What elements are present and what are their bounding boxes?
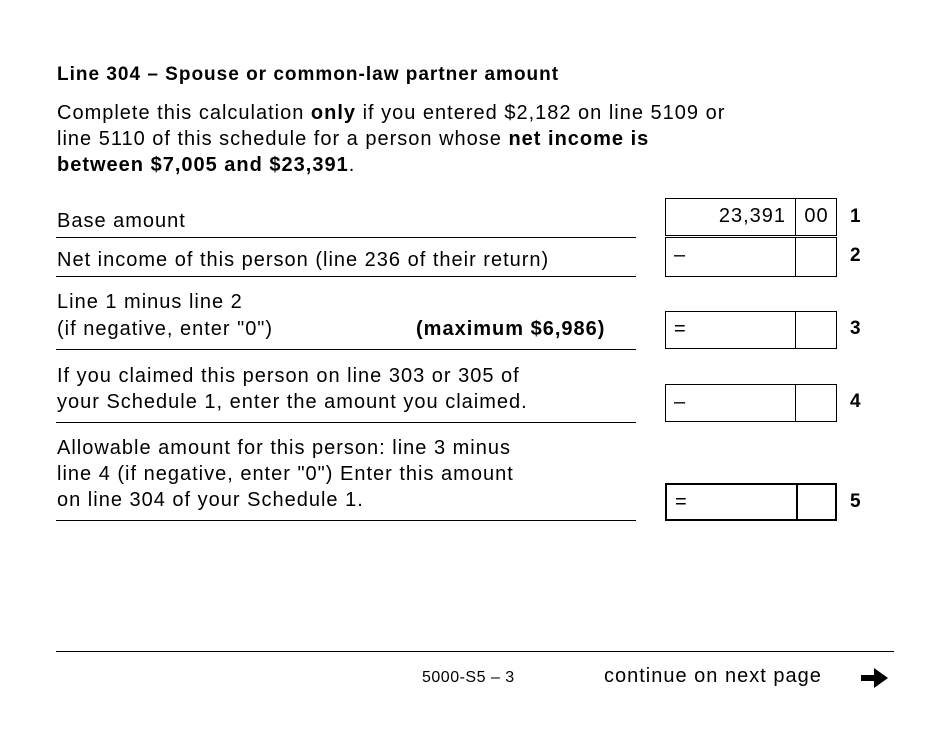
line-1-amount-box[interactable] — [665, 198, 837, 236]
cents-divider — [795, 312, 796, 348]
base-amount-label: Base amount — [57, 210, 186, 232]
row-divider — [56, 349, 636, 350]
net-income-label: Net income of this person (line 236 of their return) — [57, 249, 550, 271]
intro-emphasis: net income is — [508, 128, 650, 150]
footer-divider — [56, 651, 894, 652]
row-divider — [56, 422, 636, 423]
line-5-amount-box[interactable] — [665, 483, 837, 521]
line-number-4: 4 — [850, 391, 862, 412]
cents-divider — [795, 199, 796, 235]
intro-emphasis: between $7,005 and $23,391 — [57, 154, 349, 176]
intro-line-2 — [57, 126, 857, 152]
line-5-label-2: line 4 (if negative, enter "0") Enter this amount — [57, 463, 514, 485]
line-number-3: 3 — [850, 318, 862, 339]
intro-paragraph — [57, 100, 857, 178]
minus-sign: – — [674, 244, 687, 266]
line-3-label-2: (if negative, enter "0") — [57, 318, 274, 340]
intro-text: if you entered $2,182 on line 5109 or — [356, 102, 726, 124]
line-5-label-1: Allowable amount for this person: line 3 minus — [57, 437, 511, 459]
form-code: 5000-S5 – 3 — [422, 669, 515, 686]
equals-sign: = — [675, 491, 688, 513]
intro-line-1 — [57, 100, 857, 126]
line-3-amount-box[interactable] — [665, 311, 837, 349]
intro-text: line 5110 of this schedule for a person whose — [57, 128, 509, 150]
cents-divider — [796, 485, 798, 519]
line-number-1: 1 — [850, 206, 862, 227]
line-4-label-1: If you claimed this person on line 303 or 305 of — [57, 365, 520, 387]
minus-sign: – — [674, 391, 687, 413]
cents-divider — [795, 238, 796, 276]
continue-text: continue on next page — [604, 665, 822, 687]
line-1-dollars: 23,391 — [718, 205, 786, 227]
line-4-label-2: your Schedule 1, enter the amount you claimed. — [57, 391, 528, 413]
line-4-amount-box[interactable] — [665, 384, 837, 422]
line-number-2: 2 — [850, 245, 862, 266]
line-2-amount-box[interactable] — [665, 237, 837, 277]
row-divider — [56, 237, 636, 238]
line-5-label-3: on line 304 of your Schedule 1. — [57, 489, 364, 511]
right-arrow-icon — [860, 666, 890, 690]
intro-line-3 — [57, 152, 857, 178]
intro-text: Complete this calculation — [57, 102, 311, 124]
intro-text: . — [348, 154, 356, 176]
section-heading: Line 304 – Spouse or common-law partner amount — [57, 64, 560, 85]
intro-emphasis: only — [310, 102, 357, 124]
row-divider — [56, 520, 636, 521]
equals-sign: = — [674, 318, 687, 340]
line-number-5: 5 — [850, 491, 862, 512]
line-1-cents: 00 — [804, 205, 829, 227]
row-divider — [56, 276, 636, 277]
line-3-label-1: Line 1 minus line 2 — [57, 291, 243, 313]
maximum-note: (maximum $6,986) — [416, 318, 606, 340]
cents-divider — [795, 385, 796, 421]
